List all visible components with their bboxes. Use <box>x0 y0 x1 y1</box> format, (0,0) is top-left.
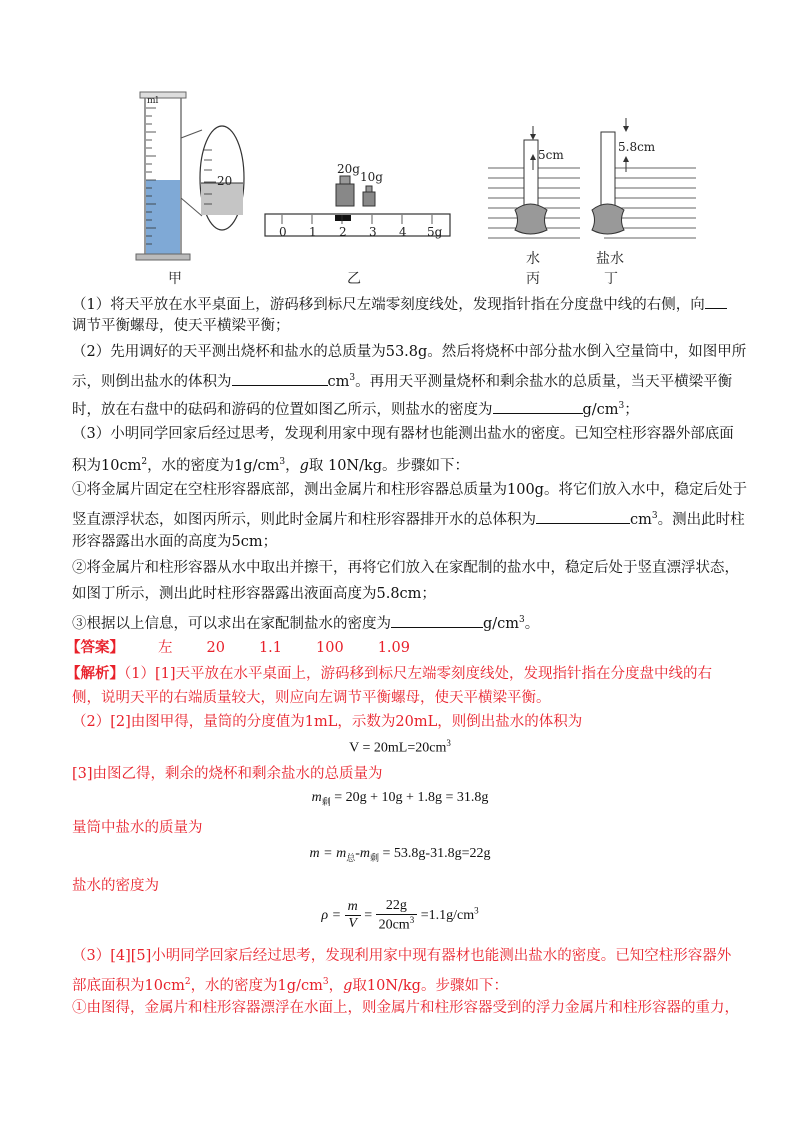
q2-line-1: （2）先用调好的天平测出烧杯和盐水的总质量为53.8g。然后将烧杯中部分盐水倒入空量筒中，如图甲所 <box>72 344 747 360</box>
cylinder-zoom-reading: 20 <box>217 174 233 188</box>
equation-salt-mass: $m = m_总-m_剩 = 53.8g-31.8g=22g$ <box>309 846 491 863</box>
equation-density: ρ = $\frac{m}{V}$ = $\frac{22g}{20cm^3}$ $=1.1g/cm^3$ <box>321 898 479 933</box>
balance-figure <box>265 176 450 236</box>
analysis-line-4: [3]由图乙得，剩余的烧杯和剩余盐水的总质量为 <box>72 766 383 782</box>
liquid-label-saltwater: 盐水 <box>596 251 624 267</box>
figure-label-yi: 乙 <box>347 271 361 287</box>
scale-tick-4: 4 <box>399 225 407 239</box>
q1-line-1: （1）将天平放在水平桌面上，游码移到标尺左端零刻度线处，发现指针指在分度盘中线的右侧，向 <box>72 294 727 315</box>
answer-blank-1 <box>705 294 727 309</box>
answer-blank-3 <box>493 399 583 414</box>
analysis-line-5: 量筒中盐水的质量为 <box>72 820 203 836</box>
cylinder-unit-label: ml <box>147 96 159 106</box>
figure-label-ding: 丁 <box>604 271 618 287</box>
scale-tick-1: 1 <box>309 225 317 239</box>
answer-blank-4 <box>536 509 630 524</box>
analysis-line-2: 侧，说明天平的右端质量较大，则应向左调节平衡螺母，使天平横梁平衡。 <box>72 690 551 706</box>
figure-strip <box>60 88 760 288</box>
weight-label-10g: 10g <box>360 170 383 184</box>
scale-tick-2: 2 <box>339 225 347 239</box>
float-figures <box>488 118 696 238</box>
q1-line-2: 调节平衡螺母，使天平横梁平衡； <box>72 318 290 334</box>
scale-tick-5g: 5g <box>427 225 443 239</box>
height-label-5-8cm: 5.8cm <box>618 140 656 154</box>
liquid-label-water: 水 <box>526 251 540 267</box>
step1-line-1: ①将金属片固定在空柱形容器底部，测出金属片和柱形容器总质量为100g。将它们放入水中，稳定后处于 <box>72 482 747 498</box>
analysis-line-6: 盐水的密度为 <box>72 878 159 894</box>
fraction-m-over-v: $\frac{m}{V}$ <box>345 899 361 932</box>
q2-line-2: 示，则倒出盐水的体积为 $cm^3$。再用天平测量烧杯和剩余盐水的总质量，当天平横梁平衡 <box>72 368 732 392</box>
figure-label-jia: 甲 <box>168 271 182 287</box>
answer-blank-2 <box>232 371 328 386</box>
q3-line-1: （3）小明同学回家后经过思考，发现利用家中现有器材也能测出盐水的密度。已知空柱形容器外部底面 <box>72 426 734 442</box>
answer-blank-5 <box>391 613 483 628</box>
analysis-line-3: （2）[2]由图甲得，量筒的分度值为1mL，示数为20mL，则倒出盐水的体积为 <box>72 714 583 730</box>
analysis-line-7: （3）[4][5]小明同学回家后经过思考，发现利用家中现有器材也能测出盐水的密度。已知空柱形容器外 <box>72 948 732 964</box>
analysis-line-8: 部底面积为$10cm^2$，水的密度为$1g/cm^3$，g取10N/kg。步骤如下： <box>72 977 508 994</box>
equation-volume: $V = 20mL=20cm^3$ <box>349 738 451 756</box>
step2-line-2: 如图丁所示，测出此时柱形容器露出液面高度为5.8cm； <box>72 586 436 602</box>
step3-line: ③根据以上信息，可以求出在家配制盐水的密度为 $g/cm^3$。 <box>72 610 539 634</box>
scale-tick-0: 0 <box>279 225 287 239</box>
scale-tick-3: 3 <box>369 225 377 239</box>
fraction-22g-over-20cm3: $\frac{22g}{20cm^3}$ <box>376 898 418 934</box>
answer-line: 【答案】 左 20 1.1 100 1.09 <box>66 639 410 656</box>
analysis-line-1: 【解析】（1）[1]天平放在水平桌面上，游码移到标尺左端零刻度线处，发现指针指在分度盘中线的右 <box>66 665 713 682</box>
figure-label-bing: 丙 <box>526 271 540 287</box>
q2-line-3: 时，放在右盘中的砝码和游码的位置如图乙所示，则盐水的密度为 $g/cm^3$； <box>72 396 639 420</box>
step2-line-1: ②将金属片和柱形容器从水中取出并擦干，再将它们放入在家配制的盐水中，稳定后处于竖直漂浮状态， <box>72 560 739 576</box>
equation-remaining-mass: $m_剩 = 20g + 10g + 1.8g = 31.8g$ <box>311 790 489 807</box>
q3-line-2: 积为$10cm^2$，水的密度为$1g/cm^3$，g取 10N/kg。步骤如下： <box>72 457 470 474</box>
weight-label-20g: 20g <box>337 162 360 176</box>
height-label-5cm: 5cm <box>538 148 564 162</box>
analysis-line-9: ①由图得，金属片和柱形容器漂浮在水面上，则金属片和柱形容器受到的浮力金属片和柱形容器的重力， <box>72 1000 739 1016</box>
step1-line-3: 形容器露出水面的高度为5cm； <box>72 534 278 550</box>
step1-line-2: 竖直漂浮状态，如图丙所示，则此时金属片和柱形容器排开水的总体积为 $cm^3$。测出此时柱 <box>72 506 745 530</box>
